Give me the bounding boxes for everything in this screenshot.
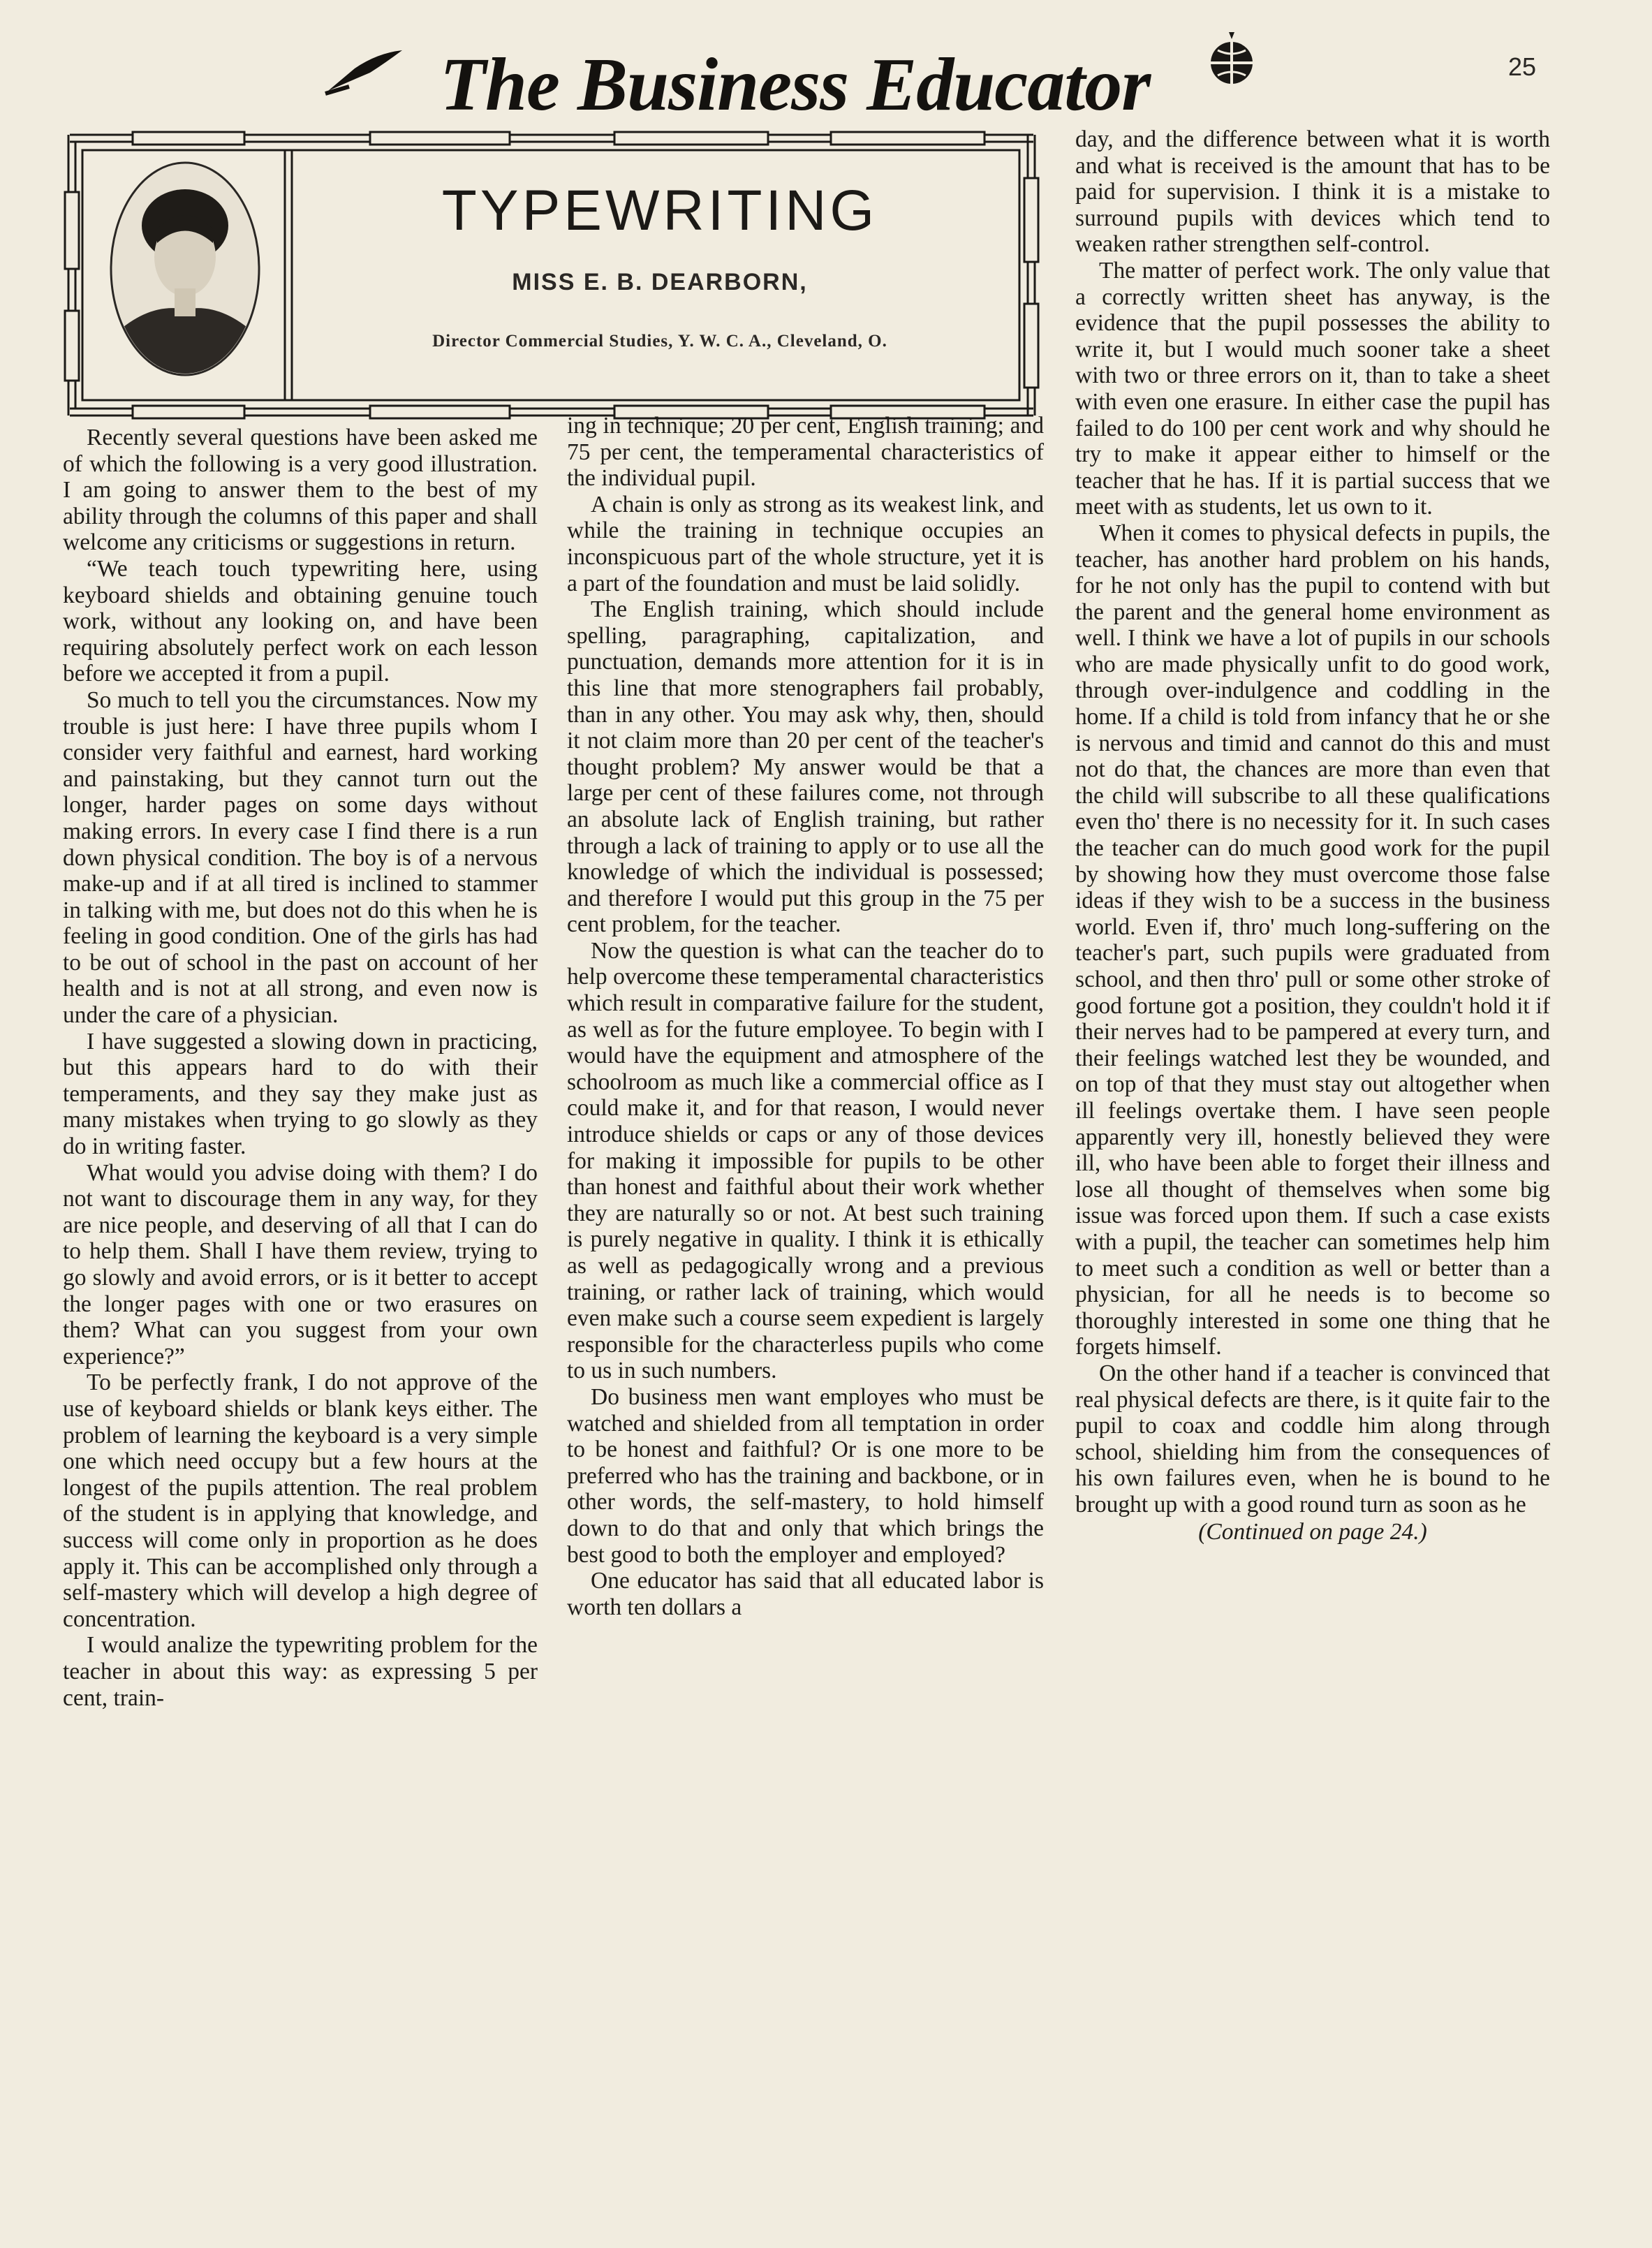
paragraph: On the other hand if a teacher is convinced that real physical defects are there, is it quite fair to the pupil to coax and coddle him along through school, shielding him from the consequences of his own failures even, when he is bound to he brought up with a good round turn as soon as he <box>1075 1360 1550 1518</box>
paragraph: day, and the difference between what it is worth and what is received is the amount that has to be paid for supervision. I think it is a mistake to surround pupils with devices which tend to weaken rather strengthen self-control. <box>1075 126 1550 258</box>
paragraph: A chain is only as strong as its weakest link, and while the training in technique occupies an inconspicuous part of the whole structure, yet it is a part of the foundation and must be laid solidly. <box>567 491 1044 596</box>
paragraph: “We teach touch typewriting here, using keyboard shields and obtaining genuine touch work, without any looking on, and have been requiring absolutely perfect work on each lesson before we accepted it from a pupil. <box>63 555 538 687</box>
page-number: 25 <box>1508 52 1537 81</box>
quill-pen-icon <box>321 47 405 96</box>
emblem-icon <box>1201 29 1262 91</box>
column-1 <box>63 425 538 1711</box>
paragraph: When it comes to physical defects in pupils, the teacher, has another hard problem on his hands, for he not only has the pupil to contend with but the parent and the general home environment as well. I think we have a lot of pupils in our schools who are made physically unfit to do good work, through over-indulgence and coddling in the home. If a child is told from infancy that he or she is nervous and timid and cannot do this and must not do that, the chances are more than even that the child will subscribe to all these qualifications even tho' there is no necessity for it. In such cases the teacher can do much good work for the pupil by showing how they must overcome those false ideas if they wish to be a success in the business world. Even if, thro' much long-suffering on the teacher's part, such pupils were graduated from school, and then thro' pull or some other stroke of good fortune got a position, they couldn't hold it if their nerves had to be pampered at every turn, and their feelings watched lest they be wounded, and on top of that they must stay out altogether when ill feelings overtake them. I have seen people apparently very ill, honestly believed they were ill, who have been able to forget their illness and lose all thought of themselves when some big issue was forced upon them. If such a case exists with a pupil, the teacher can sometimes help him to meet such a condition as well or better than a physician, for all he needs is to become so thoroughly interested in some one thing that he forgets himself. <box>1075 520 1550 1360</box>
continued-notice: (Continued on page 24.) <box>1198 1519 1427 1545</box>
paragraph: Recently several questions have been asked me of which the following is a very good illustration. I am going to answer them to the best of my ability through the columns of this paper and shall welcome any criticisms or suggestions in return. <box>63 425 538 556</box>
paragraph: One educator has said that all educated labor is worth ten dollars a <box>567 1568 1044 1620</box>
author-name: MISS E. B. DEARBORN, <box>512 269 808 295</box>
column-2 <box>567 413 1044 1620</box>
paragraph: I would analize the typewriting problem for the teacher in about this way: as expressing 5 per cent, train- <box>63 1632 538 1711</box>
paragraph: ing in technique; 20 per cent, English training; and 75 per cent, the temperamental characteristics of the individual pupil. <box>567 413 1044 492</box>
paragraph: So much to tell you the circumstances. Now my trouble is just here: I have three pupils whom I consider very faithful and earnest, hard working and painstaking, but they cannot turn out the longer, harder pages on some days without making errors. In every case I find there is a run down physical condition. The boy is of a nervous make-up and if at all tired is inclined to stammer in talking with me, but does not do this when he is feeling in good condition. One of the girls has had to be out of school in the past on account of her health and is not at all strong, and even now is under the care of a physician. <box>63 686 538 1029</box>
paragraph: To be perfectly frank, I do not approve of the use of keyboard shields or blank keys either. The problem of learning the keyboard is a very simple one which need occupy but a few hours at the longest of the pupils attention. The real problem of the student is in applying that knowledge, and success will come only in proportion as he does apply it. This can be accomplished only through a self-mastery which will develop a high degree of concentration. <box>63 1369 538 1632</box>
paragraph: What would you advise doing with them? I do not want to discourage them in any way, for they are nice people, and deserving of all that I can do to help them. Shall I have them review, trying to go slowly and avoid errors, or is it better to accept the longer pages with one or two erasures on them? What can you suggest from your own experience?” <box>63 1159 538 1369</box>
paragraph: Do business men want employes who must be watched and shielded from all temptation in order to be honest and faithful? Or is one more to be preferred who has the training and backbone, or in other words, the self-mastery, to hold himself down to do that and only that which brings the best good to both the employer and employed? <box>567 1383 1044 1568</box>
masthead-title: The Business Educator <box>440 43 1151 126</box>
paragraph: The matter of perfect work. The only value that a correctly written sheet has anyway, is the evidence that the pupil possesses the ability to write it, but I would much sooner take a sheet with two or three errors on it, than to take a sheet with even one erasure. In either case the pupil has failed to do 100 per cent work and why should he try to make it appear either to himself or the teacher that he has. If it is partial success that we meet with as students, let us own to it. <box>1075 257 1550 520</box>
article-title: TYPEWRITING <box>441 179 878 242</box>
paragraph: I have suggested a slowing down in practicing, but this appears hard to do with their temperaments, and they say they make just as many mistakes when trying to go slowly as they do in writing faster. <box>63 1028 538 1160</box>
paragraph: The English training, which should include spelling, paragraphing, capitalization, and punctuation, demands more attention for it is in this line that more stenographers fail probably, than in any other. You may ask why, then, should it not claim more than 20 per cent of the teacher's thought problem? My answer would be that a large per cent of these failures come, not through an absolute lack of English training, but rather through a lack of training to apply or to use all the knowledge of which the individual is possessed; and therefore I would put this group in the 75 per cent problem, for the teacher. <box>567 596 1044 938</box>
column-3 <box>1075 126 1550 1545</box>
author-title: Director Commercial Studies, Y. W. C. A., Cleveland, O. <box>432 332 887 351</box>
masthead <box>0 28 1652 133</box>
paragraph: Now the question is what can the teacher do to help overcome these temperamental characteristics which result in comparative failure for the student, as well as for the future employee. To begin with I would have the equipment and atmosphere of the schoolroom as much like a commercial office as I could make it, and for that reason, I would never introduce shields or caps or any of those devices for making it impossible for pupils to be other than honest and faithful about their work whether they are naturally so or not. At best such training is purely negative in quality. I think it is ethically as well as pedagogically wrong and a previous training, or rather lack of training, which would even make such a course seem expedient is largely responsible for the characterless pupils who come to us in such numbers. <box>567 937 1044 1384</box>
author-portrait <box>108 159 262 379</box>
